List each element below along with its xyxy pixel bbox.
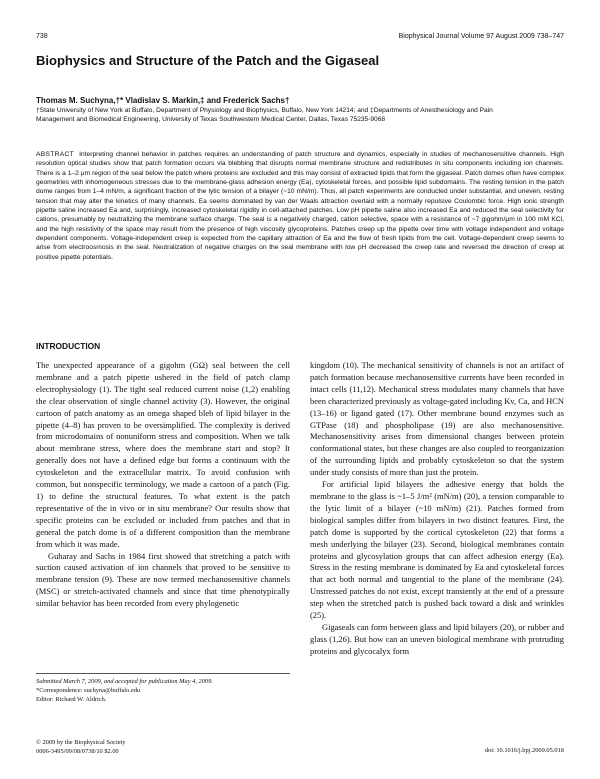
paragraph: Gigaseals can form between glass and lipid bilayers (20), or rubber and glass (1,26). But how can an uneven biological membrane with protruding proteins and glycocalyx form bbox=[310, 621, 564, 656]
paragraph: The unexpected appearance of a gigohm (GΩ) seal between the cell membrane and a patch pipette ushered in the field of patch clamp electrophysiology (1). The tight seal reduced current noise (1,2) enabling the clear observation of single channel activity (3). However, the original cartoon of patch anatomy as an omega shaped bleb of lipid bilayer in the pipette (4–8) has proven to be oversimplified. The complexity is derived from microdomains of nonuniform stress and composition. When we talk about membrane stress, where does the membrane start and stop? It generally does not have a defined edge but forms a continuum with the cytoskeleton and the extracellular matrix. To avoid confusion with common, but nonspecific terminology, we made a cartoon of a patch (Fig. 1) to define the structural features. To what extent is the patch representative of the in vivo or in situ membrane? Our results show that specific proteins can be excluded or included from patches and that in general the patch dome is of a different composition than the membrane from which it was made. bbox=[36, 360, 290, 549]
affiliation: †State University of New York at Buffalo, Department of Physiology and Biophysics, Buffalo, New York 14214; and ‡Departments of Anesthesiology and Pain Management and Biomedical Engineering, University of Texas Southwestern Medical Center, Dallas, Texas 75235-9068 bbox=[36, 107, 493, 123]
abstract-label: ABSTRACT bbox=[36, 151, 75, 158]
abstract-text: Interpreting channel behavior in patches requires an understanding of patch structure and dynamics, especially in studies of mechanosensitive channels. High resolution optical studies show that patch formation occurs via blebbing that disrupts normal membrane structure and redistributes in situ components including ion channels. There is a 1–2 μm region of the seal below the patch where proteins are excluded and this may consist of extracted lipids that form the gigaseal. Patch domes often have complex geometries with inhomogeneous stresses due to the membrane-glass adhesion energy (Ea), cytoskeletal forces, and possible lipid subdomains. The resting tension in the patch dome ranges from 1–4 mN/m, a significant fraction of the lytic tension of a bilayer (~10 mN/m). Thus, all patch experiments are conducted under substantial, and uneven, resting tension that may alter the kinetics of many channels. Ea seems dominated by van der Waals attraction overlaid with a normally repulsive Coulombic force. High ionic strength pipette saline increased Ea and, surprisingly, increased cytoskeletal rigidity in cell-attached patches. Low pH pipette saline also increased Ea and reduced the seal selectivity for cations, presumably by neutralizing the membrane surface charge. The seal is a negatively charged, cation selective, space with a resistance of ~7 gigohm/μm in 100 mM KCl, and the high resistivity of the space may result from the presence of high viscosity glycoproteins. Patches creep up the pipette over time with voltage independent and voltage dependent components. Voltage-independent creep is expected from the capillary attraction of Ea and the flow of fresh lipids from the cell. Voltage-dependent creep seems to arise from electroosmosis in the seal. Neutralization of negative charges on the seal membrane with low pH decreased the creep rate and reversed the direction of creep at positive pipette potentials. bbox=[36, 151, 564, 261]
left-column bbox=[36, 360, 290, 662]
abstract bbox=[36, 150, 564, 262]
paper-title: Biophysics and Structure of the Patch and the Gigaseal bbox=[36, 53, 380, 68]
copyright-block bbox=[36, 738, 290, 756]
copyright: © 2009 by the Biophysical Society bbox=[36, 739, 126, 746]
section-heading-introduction: INTRODUCTION bbox=[36, 341, 101, 351]
editor-note: Editor: Richard W. Aldrich. bbox=[36, 696, 107, 703]
page-number: 738 bbox=[36, 33, 48, 40]
doi[interactable]: doi: 10.1016/j.bpj.2009.05.018 bbox=[484, 747, 564, 754]
right-column bbox=[310, 360, 564, 716]
submitted-note: Submitted March 7, 2009, and accepted for publication May 4, 2009. bbox=[36, 678, 213, 685]
authors: Thomas M. Suchyna,†* Vladislav S. Markin,‡ and Frederick Sachs† bbox=[36, 96, 290, 105]
correspondence-note[interactable]: *Correspondence: suchyna@buffalo.edu bbox=[36, 687, 141, 694]
footnote-divider bbox=[36, 673, 290, 674]
journal-info: Biophysical Journal Volume 97 August 2009 738–747 bbox=[398, 33, 564, 40]
issn: 0006-3495/09/08/0738/10 $2.00 bbox=[36, 748, 119, 755]
paragraph: kingdom (10). The mechanical sensitivity of channels is not an artifact of patch formation because mechanosensitive currents have been recorded in intact cells (11,12). Mechanical stress modulates many channels that have been characterized previously as voltage-gated including Kv, Ca, and HCN (13–16) or ligand gated (17). Other membrane bound enzymes such as GTPase (18) and phospholipase (19) are also mechanosensitive. Mechanosensitivity arises from dimensional changes between protein conformational states, but these changes are also coupled to reorganization of the surrounding lipids and probably cytoskeleton so that the system under study consists of more than just the protein. bbox=[310, 360, 564, 478]
paragraph: For artificial lipid bilayers the adhesive energy that holds the membrane to the glass is ~1–5 J/m² (mN/m) (20), a tension comparable to the lytic limit of a bilayer (~10 mN/m) (21). Patches formed from biological samples differ from bilayers in two distinct features. First, the patch dome is supported by the cortical cytoskeleton (22) that forms a mesh underlying the bilayer (23). Second, biological membranes contain proteins and glycosylation groups that can affect adhesion energy (Ea). Stress in the resting membrane is dominated by Ea and cytoskeletal forces that act both normal and tangential to the plane of the membrane (24). Unstressed patches do not exist, except transiently at the end of a pressure step when the stretched patch is pushed back toward a disk and wrinkles (25). bbox=[310, 479, 564, 621]
paragraph: Guharay and Sachs in 1984 first showed that stretching a patch with suction caused activation of ion channels that proved to be sensitive to membrane tension (9). These are now termed mechanosensitive channels (MSC) or stretch-activated channels and since that time phenotypically similar behavior has been recorded from every phylogenetic bbox=[36, 550, 290, 609]
footnotes bbox=[36, 677, 290, 704]
